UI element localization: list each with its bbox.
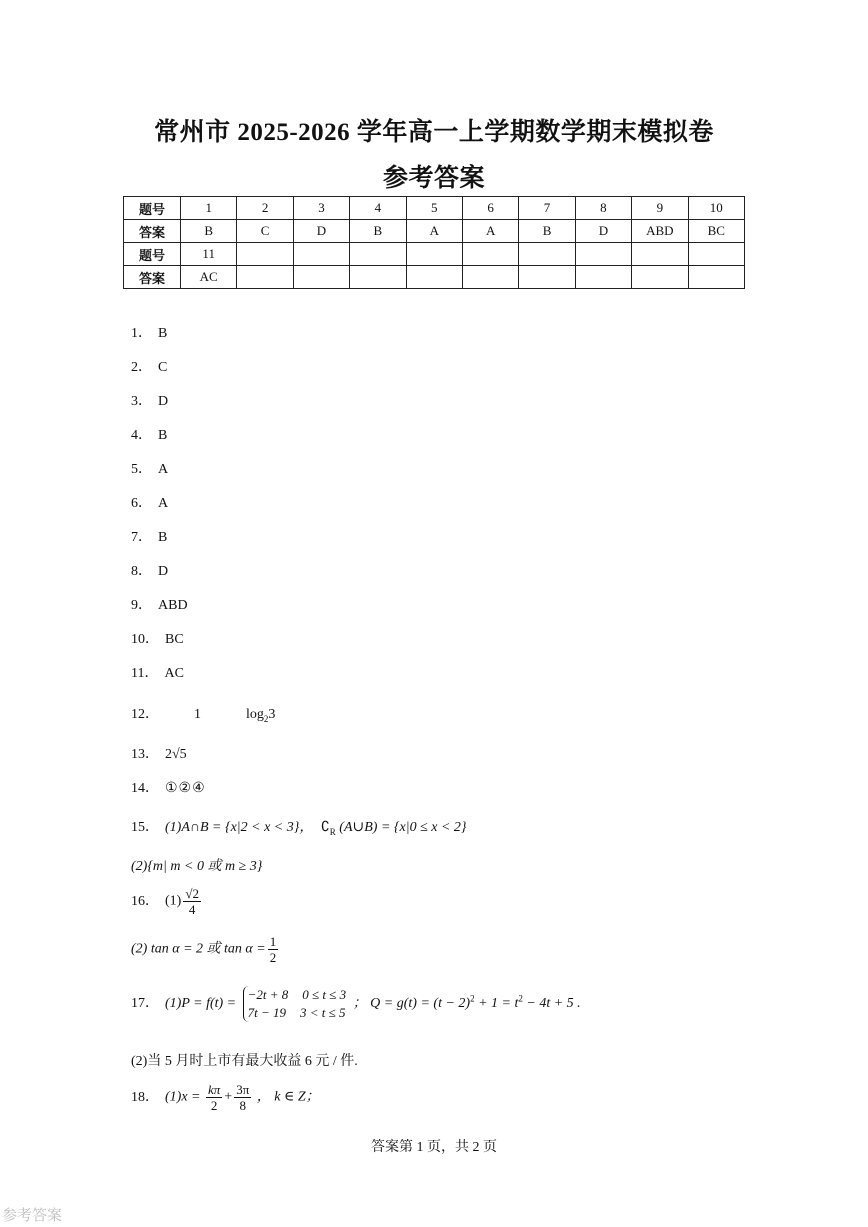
header-label-cell: 题号	[124, 197, 181, 220]
table-cell	[406, 266, 462, 289]
answer-line-2: 2． C	[131, 360, 168, 375]
answer-line-18: 18． (1)x = $\frac{k\pi}{2}$ + $\frac{3\pi}{8}$ ， k ∈ Z；	[131, 1082, 320, 1113]
page-title: 常州市 2025-2026 学年高一上学期数学期末模拟卷	[154, 119, 714, 146]
table-cell	[575, 243, 631, 266]
table-cell	[462, 266, 518, 289]
blank-1-value: 1	[194, 707, 201, 722]
table-cell	[575, 266, 631, 289]
table-cell: B	[181, 220, 237, 243]
answer-table	[123, 196, 745, 289]
table-row	[124, 266, 745, 289]
table-cell: 6	[462, 197, 518, 220]
answer-line-16-2: (2) tan α = 2 或 tan α = $\frac{1}{2}$	[131, 934, 277, 965]
table-cell: A	[462, 220, 518, 243]
answer-line-7: 7． B	[131, 530, 168, 545]
piecewise-function: −2t + 8 0 ≤ t ≤ 3 7t − 19 3 < t ≤ 5	[243, 986, 347, 1022]
fraction: $\frac{3\pi}{8}$	[236, 1082, 250, 1113]
table-cell	[406, 243, 462, 266]
table-cell: 4	[350, 197, 406, 220]
table-cell	[688, 243, 744, 266]
table-cell	[350, 243, 406, 266]
answer-line-11: 11． AC	[131, 666, 184, 681]
blank-2-value: $\log_23$	[246, 707, 276, 724]
table-cell	[293, 266, 349, 289]
table-cell: B	[350, 220, 406, 243]
table-cell: 3	[293, 197, 349, 220]
answer-line-17: 17． (1)P = f(t) = −2t + 8 0 ≤ t ≤ 3 7t − 19 3 < t ≤ 5 ； $Q = g(t) = (t - 2)^2 + 1 = t^2 - 4t + 5$ .	[131, 987, 581, 1020]
table-row	[124, 243, 745, 266]
answer-line-5: 5． A	[131, 462, 169, 477]
answer-line-8: 8． D	[131, 564, 169, 579]
table-cell: 2	[237, 197, 293, 220]
table-cell	[293, 243, 349, 266]
header-label-cell: 题号	[124, 243, 181, 266]
watermark-text: 参考答案	[2, 1206, 63, 1224]
table-cell: 7	[519, 197, 575, 220]
answer-line-14: 14． ①②④	[131, 781, 206, 796]
table-cell: 10	[688, 197, 744, 220]
table-cell: D	[575, 220, 631, 243]
page-footer: 答案第 1 页，共 2 页	[371, 1140, 497, 1155]
table-cell: AC	[181, 266, 237, 289]
fraction: $\frac{√2}{4}$	[185, 886, 199, 917]
answer-line-15-2: (2){m| m < 0 或 m ≥ 3}	[131, 859, 263, 874]
table-cell	[519, 243, 575, 266]
page-subtitle: 参考答案	[382, 165, 485, 192]
table-cell: 1	[181, 197, 237, 220]
answer-line-15: 15． (1)A∩B = {x|2 < x < 3}， $∁_R$ (A∪B) = {x|0 ≤ x < 2}	[131, 820, 467, 837]
answer-line-16: 16． (1) $\frac{√2}{4}$	[131, 886, 199, 917]
table-cell	[688, 266, 744, 289]
table-cell	[350, 266, 406, 289]
answer-label-cell: 答案	[124, 266, 181, 289]
answer-line-6: 6． A	[131, 496, 169, 511]
fraction: $\frac{k\pi}{2}$	[208, 1082, 221, 1113]
table-cell	[237, 243, 293, 266]
table-cell: BC	[688, 220, 744, 243]
table-row	[124, 220, 745, 243]
table-cell: 9	[632, 197, 688, 220]
answer-line-1: 1． B	[131, 326, 168, 341]
table-cell: C	[237, 220, 293, 243]
table-cell: A	[406, 220, 462, 243]
answer-label-cell: 答案	[124, 220, 181, 243]
table-cell: B	[519, 220, 575, 243]
table-cell	[519, 266, 575, 289]
table-cell: 5	[406, 197, 462, 220]
answer-line-13: 13． 2√5	[131, 747, 187, 762]
answer-line-10: 10． BC	[131, 632, 184, 647]
table-cell	[237, 266, 293, 289]
table-cell	[632, 243, 688, 266]
table-cell: ABD	[632, 220, 688, 243]
answer-line-3: 3． D	[131, 394, 169, 409]
table-row	[124, 197, 745, 220]
table-cell	[632, 266, 688, 289]
table-cell: 11	[181, 243, 237, 266]
answer-line-12: 12． 1 $\log_23$	[131, 707, 276, 724]
answer-line-17-2: (2)当 5 月时上市有最大收益 6 元 / 件.	[131, 1054, 358, 1069]
table-cell	[462, 243, 518, 266]
table-cell: 8	[575, 197, 631, 220]
answer-line-9: 9． ABD	[131, 598, 188, 613]
table-cell: D	[293, 220, 349, 243]
fraction: $\frac{1}{2}$	[269, 934, 277, 965]
answer-line-4: 4． B	[131, 428, 168, 443]
